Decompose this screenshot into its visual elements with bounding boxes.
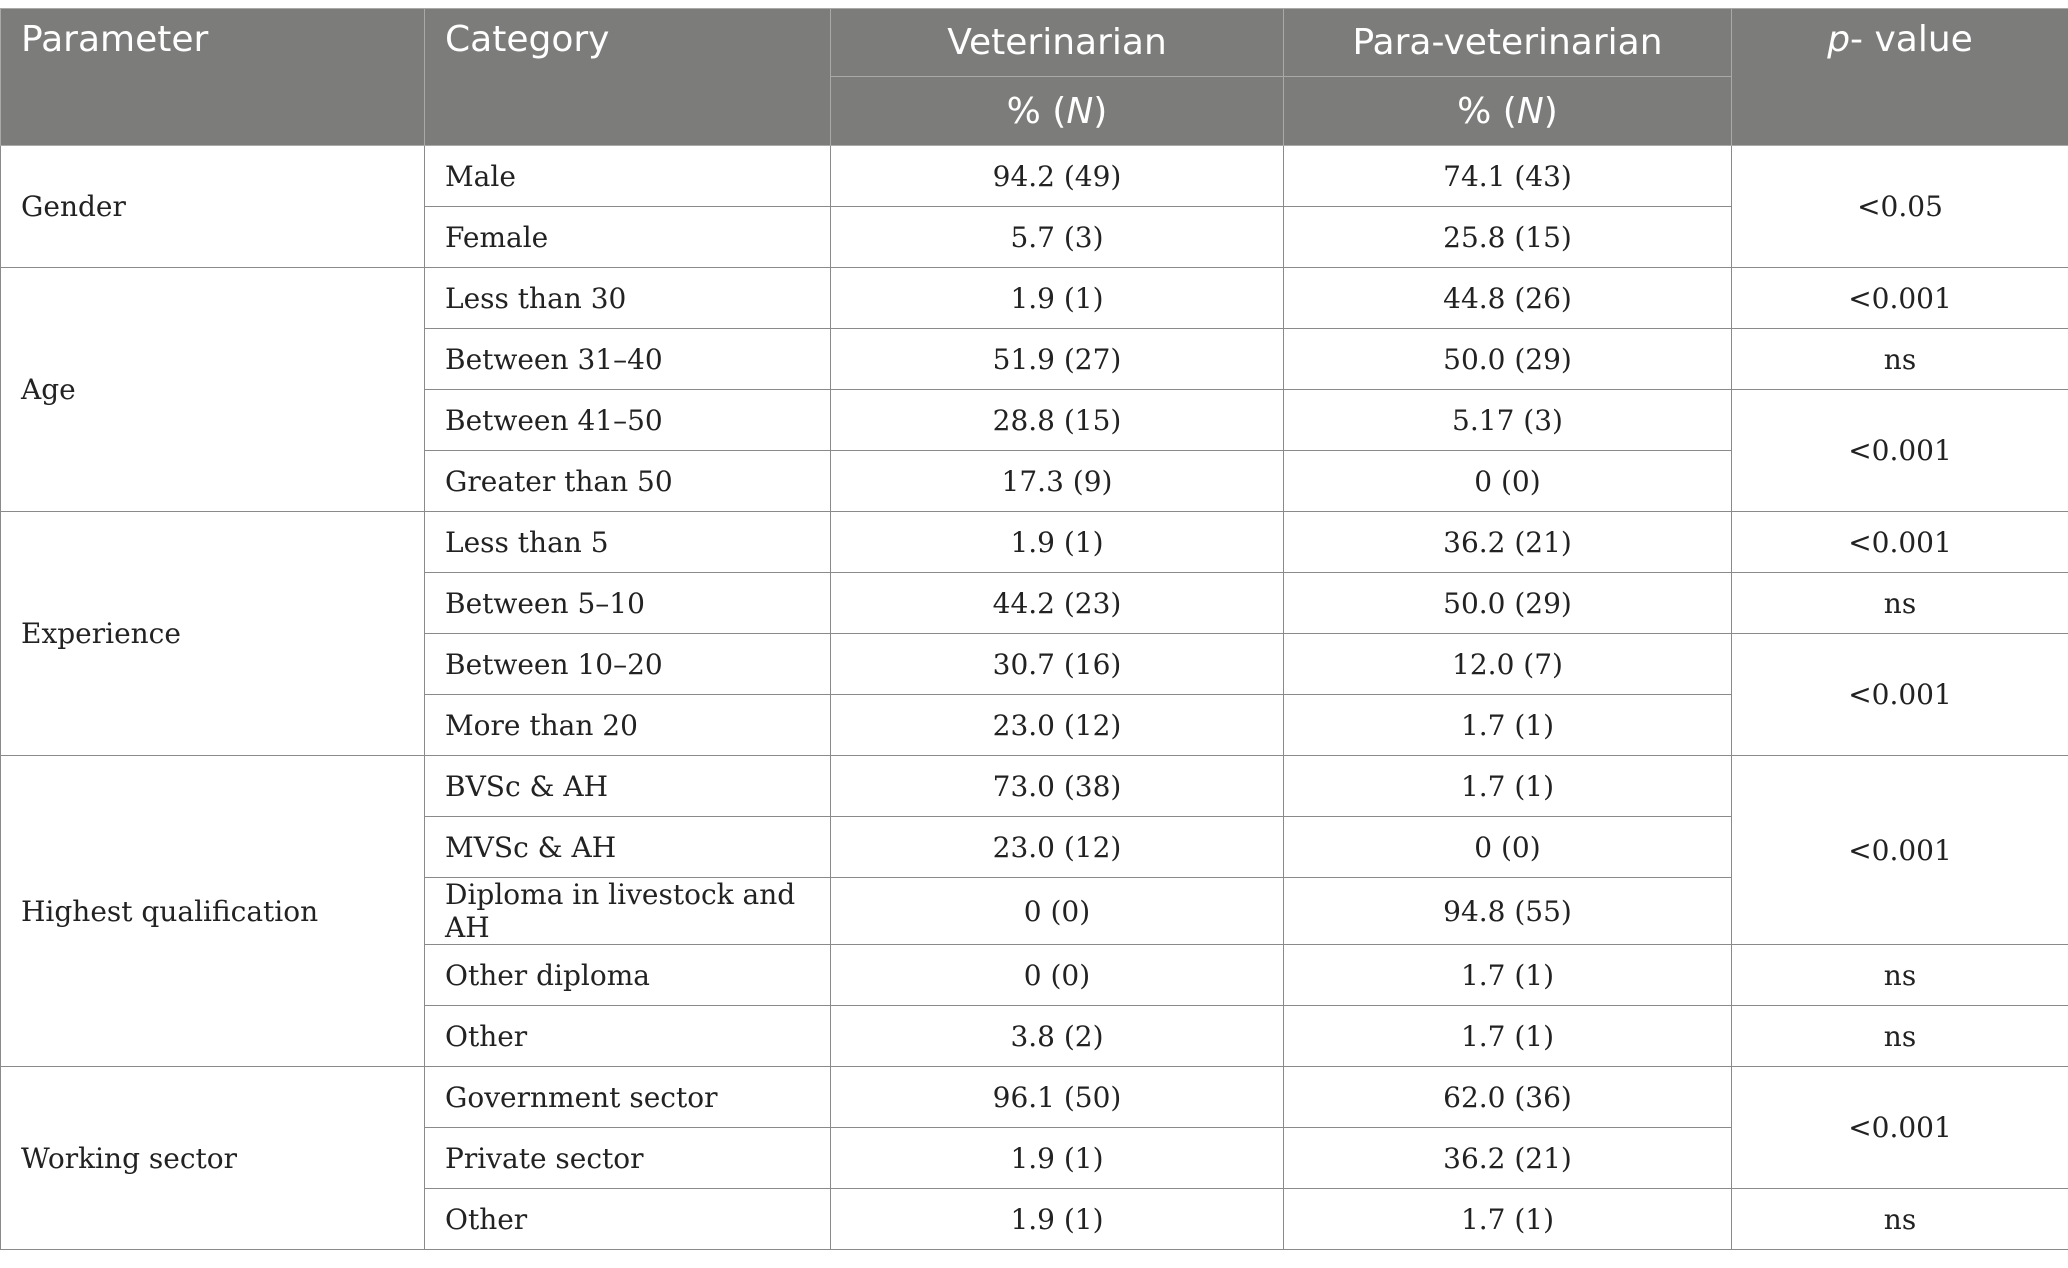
category-cell: Between 41–50 bbox=[425, 390, 831, 451]
p-value-cell: ns bbox=[1732, 1189, 2068, 1250]
para-veterinarian-cell: 44.8 (26) bbox=[1284, 268, 1732, 329]
veterinarian-cell: 1.9 (1) bbox=[831, 512, 1284, 573]
parameter-cell: Highest qualification bbox=[1, 756, 425, 1067]
table-row bbox=[1, 268, 2068, 329]
para-veterinarian-cell: 1.7 (1) bbox=[1284, 1006, 1732, 1067]
header-veterinarian: Veterinarian bbox=[831, 9, 1284, 77]
veterinarian-cell: 30.7 (16) bbox=[831, 634, 1284, 695]
para-veterinarian-cell: 62.0 (36) bbox=[1284, 1067, 1732, 1128]
category-cell: Less than 30 bbox=[425, 268, 831, 329]
p-value-cell: ns bbox=[1732, 1006, 2068, 1067]
header-p-value bbox=[1732, 9, 2068, 146]
header-parameter: Parameter bbox=[1, 9, 425, 146]
header-para-veterinarian: Para-veterinarian bbox=[1284, 9, 1732, 77]
category-cell: BVSc & AH bbox=[425, 756, 831, 817]
unit-prefix: % ( bbox=[1457, 90, 1517, 132]
table-row bbox=[1, 512, 2068, 573]
veterinarian-cell: 1.9 (1) bbox=[831, 1128, 1284, 1189]
table-row bbox=[1, 756, 2068, 817]
para-veterinarian-cell: 1.7 (1) bbox=[1284, 695, 1732, 756]
parameter-cell: Experience bbox=[1, 512, 425, 756]
p-value-cell: ns bbox=[1732, 945, 2068, 1006]
para-veterinarian-cell: 36.2 (21) bbox=[1284, 1128, 1732, 1189]
veterinarian-cell: 0 (0) bbox=[831, 878, 1284, 945]
parameter-cell: Gender bbox=[1, 146, 425, 268]
header-unit-veterinarian bbox=[831, 77, 1284, 146]
unit-prefix: % ( bbox=[1006, 90, 1067, 132]
parameter-cell: Age bbox=[1, 268, 425, 512]
category-cell: Female bbox=[425, 207, 831, 268]
category-cell: Between 31–40 bbox=[425, 329, 831, 390]
p-value-cell: <0.001 bbox=[1732, 512, 2068, 573]
category-cell: Less than 5 bbox=[425, 512, 831, 573]
category-cell: Other bbox=[425, 1189, 831, 1250]
category-cell: Between 5–10 bbox=[425, 573, 831, 634]
veterinarian-cell: 96.1 (50) bbox=[831, 1067, 1284, 1128]
para-veterinarian-cell: 1.7 (1) bbox=[1284, 756, 1732, 817]
veterinarian-cell: 1.9 (1) bbox=[831, 1189, 1284, 1250]
para-veterinarian-cell: 74.1 (43) bbox=[1284, 146, 1732, 207]
unit-n: N bbox=[1066, 90, 1094, 132]
p-value-cell: ns bbox=[1732, 329, 2068, 390]
para-veterinarian-cell: 94.8 (55) bbox=[1284, 878, 1732, 945]
table-row bbox=[1, 1067, 2068, 1128]
category-cell: Between 10–20 bbox=[425, 634, 831, 695]
para-veterinarian-cell: 0 (0) bbox=[1284, 817, 1732, 878]
p-value-cell: ns bbox=[1732, 573, 2068, 634]
para-veterinarian-cell: 5.17 (3) bbox=[1284, 390, 1732, 451]
header-row bbox=[1, 9, 2068, 77]
category-cell: MVSc & AH bbox=[425, 817, 831, 878]
table-row bbox=[1, 146, 2068, 207]
para-veterinarian-cell: 50.0 (29) bbox=[1284, 573, 1732, 634]
p-value-rest: - value bbox=[1850, 19, 1973, 60]
veterinarian-cell: 1.9 (1) bbox=[831, 268, 1284, 329]
p-value-cell: <0.001 bbox=[1732, 390, 2068, 512]
veterinarian-cell: 44.2 (23) bbox=[831, 573, 1284, 634]
category-cell: Male bbox=[425, 146, 831, 207]
veterinarian-cell: 17.3 (9) bbox=[831, 451, 1284, 512]
p-value-cell: <0.001 bbox=[1732, 756, 2068, 945]
p-value-cell: <0.001 bbox=[1732, 634, 2068, 756]
header-category: Category bbox=[425, 9, 831, 146]
category-cell: Other diploma bbox=[425, 945, 831, 1006]
veterinarian-cell: 51.9 (27) bbox=[831, 329, 1284, 390]
veterinarian-cell: 73.0 (38) bbox=[831, 756, 1284, 817]
para-veterinarian-cell: 0 (0) bbox=[1284, 451, 1732, 512]
veterinarian-cell: 3.8 (2) bbox=[831, 1006, 1284, 1067]
veterinarian-cell: 23.0 (12) bbox=[831, 695, 1284, 756]
p-value-cell: <0.05 bbox=[1732, 146, 2068, 268]
unit-suffix: ) bbox=[1093, 90, 1108, 132]
p-value-cell: <0.001 bbox=[1732, 1067, 2068, 1189]
demographics-table bbox=[0, 8, 2068, 1250]
para-veterinarian-cell: 50.0 (29) bbox=[1284, 329, 1732, 390]
unit-n: N bbox=[1516, 90, 1544, 132]
category-cell: Government sector bbox=[425, 1067, 831, 1128]
para-veterinarian-cell: 12.0 (7) bbox=[1284, 634, 1732, 695]
category-cell: Private sector bbox=[425, 1128, 831, 1189]
para-veterinarian-cell: 1.7 (1) bbox=[1284, 1189, 1732, 1250]
veterinarian-cell: 94.2 (49) bbox=[831, 146, 1284, 207]
category-cell: More than 20 bbox=[425, 695, 831, 756]
parameter-cell: Working sector bbox=[1, 1067, 425, 1250]
unit-suffix: ) bbox=[1543, 90, 1558, 132]
category-cell: Greater than 50 bbox=[425, 451, 831, 512]
veterinarian-cell: 28.8 (15) bbox=[831, 390, 1284, 451]
veterinarian-cell: 0 (0) bbox=[831, 945, 1284, 1006]
veterinarian-cell: 5.7 (3) bbox=[831, 207, 1284, 268]
para-veterinarian-cell: 1.7 (1) bbox=[1284, 945, 1732, 1006]
veterinarian-cell: 23.0 (12) bbox=[831, 817, 1284, 878]
header-unit-para-veterinarian bbox=[1284, 77, 1732, 146]
category-cell: Other bbox=[425, 1006, 831, 1067]
p-value-cell: <0.001 bbox=[1732, 268, 2068, 329]
p-value-italic: p bbox=[1827, 19, 1851, 60]
category-cell: Diploma in livestock and AH bbox=[425, 878, 831, 945]
para-veterinarian-cell: 36.2 (21) bbox=[1284, 512, 1732, 573]
para-veterinarian-cell: 25.8 (15) bbox=[1284, 207, 1732, 268]
